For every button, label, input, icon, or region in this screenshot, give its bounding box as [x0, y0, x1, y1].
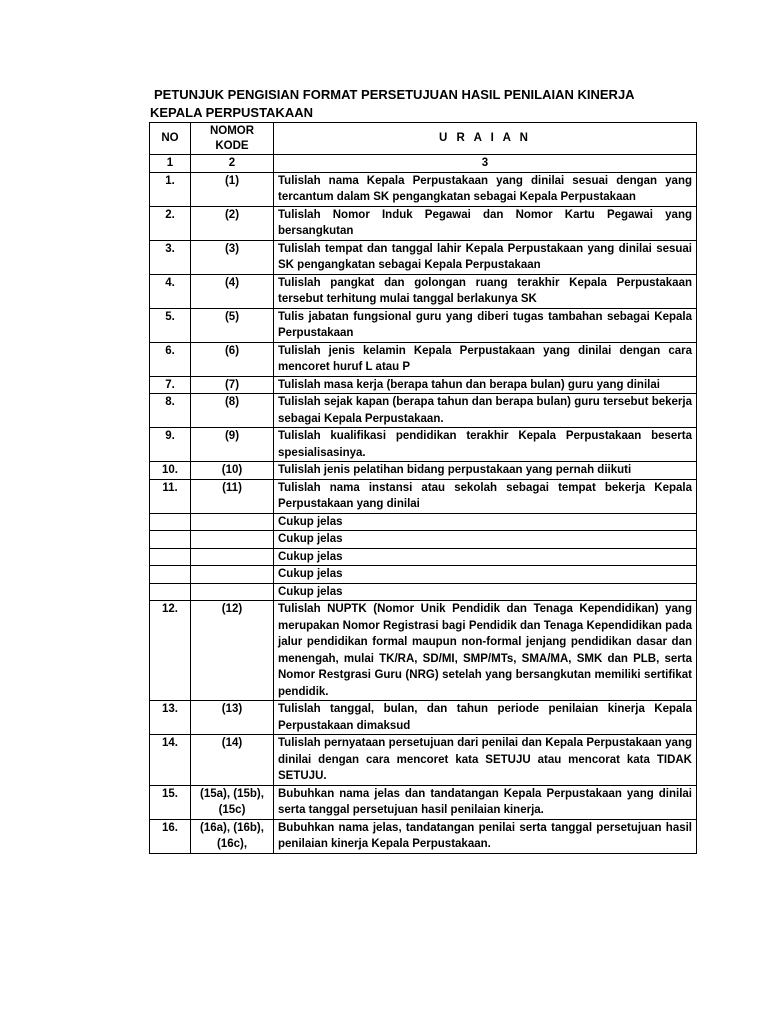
row-kode: (2) [191, 206, 274, 240]
row-no [150, 583, 191, 601]
row-no: 7. [150, 376, 191, 394]
table-row [150, 172, 697, 206]
row-kode: (6) [191, 342, 274, 376]
table-row [150, 531, 697, 549]
row-no [150, 513, 191, 531]
page-title [150, 86, 710, 122]
row-kode: (16a), (16b), (16c), [191, 819, 274, 853]
row-uraian: Bubuhkan nama jelas dan tandatangan Kepala Perpustakaan yang dinilai serta tanggal persetujuan hasil penilaian kinerja. [274, 785, 697, 819]
title-line-2: KEPALA PERPUSTAKAAN [150, 105, 313, 120]
row-no [150, 548, 191, 566]
header-uraian: U R A I A N [274, 123, 697, 155]
row-kode: (9) [191, 428, 274, 462]
table-row [150, 462, 697, 480]
row-kode [191, 531, 274, 549]
table-row [150, 342, 697, 376]
row-kode: (8) [191, 394, 274, 428]
table-row [150, 819, 697, 853]
row-kode: (1) [191, 172, 274, 206]
row-no: 3. [150, 240, 191, 274]
table-row [150, 206, 697, 240]
row-uraian: Cukup jelas [274, 548, 697, 566]
table-row [150, 785, 697, 819]
row-uraian: Tulislah jenis pelatihan bidang perpustakaan yang pernah diikuti [274, 462, 697, 480]
row-no: 9. [150, 428, 191, 462]
column-number-row [150, 155, 697, 173]
row-uraian: Cukup jelas [274, 513, 697, 531]
table-row [150, 601, 697, 701]
row-kode: (13) [191, 701, 274, 735]
table-row [150, 479, 697, 513]
row-no: 6. [150, 342, 191, 376]
row-no: 11. [150, 479, 191, 513]
row-no: 10. [150, 462, 191, 480]
row-no: 13. [150, 701, 191, 735]
row-uraian: Tulislah jenis kelamin Kepala Perpustakaan yang dinilai dengan cara mencoret huruf L atau P [274, 342, 697, 376]
row-no [150, 566, 191, 584]
row-kode: (12) [191, 601, 274, 701]
row-uraian: Cukup jelas [274, 566, 697, 584]
row-kode: (4) [191, 274, 274, 308]
table-row [150, 394, 697, 428]
table-row [150, 583, 697, 601]
row-uraian: Tulislah tanggal, bulan, dan tahun periode penilaian kinerja Kepala Perpustakaan dimaksud [274, 701, 697, 735]
table-row [150, 240, 697, 274]
row-no: 1. [150, 172, 191, 206]
table-row [150, 566, 697, 584]
row-uraian: Tulislah sejak kapan (berapa tahun dan berapa bulan) guru tersebut bekerja sebagai Kepala Perpustakaan. [274, 394, 697, 428]
row-uraian: Tulislah nama instansi atau sekolah sebagai tempat bekerja Kepala Perpustakaan yang dinilai [274, 479, 697, 513]
table-row [150, 513, 697, 531]
column-number: 2 [191, 155, 274, 173]
row-uraian: Tulislah NUPTK (Nomor Unik Pendidik dan Tenaga Kependidikan) yang merupakan Nomor Registrasi bagi Pendidik dan Tenaga Kependidikan pada jalur pendidikan formal maupun non-formal jenjang pendidikan dasar dan menengah, mulai TK/RA, SD/MI, SMP/MTs, SMA/MA, SMK dan PLB, serta Nomor Restgrasi Guru (NRG) setelah yang bersangkutan memiliki sertifikat pendidik. [274, 601, 697, 701]
row-kode [191, 566, 274, 584]
row-uraian: Tulislah pernyataan persetujuan dari penilai dan Kepala Perpustakaan yang dinilai dengan cara mencoret kata SETUJU atau mencorat kata TIDAK SETUJU. [274, 735, 697, 786]
table-row [150, 376, 697, 394]
row-no: 5. [150, 308, 191, 342]
row-kode: (7) [191, 376, 274, 394]
row-no: 4. [150, 274, 191, 308]
row-uraian: Cukup jelas [274, 531, 697, 549]
row-kode: (5) [191, 308, 274, 342]
header-no: NO [150, 123, 191, 155]
row-no: 12. [150, 601, 191, 701]
row-no: 15. [150, 785, 191, 819]
title-line-1: PETUNJUK PENGISIAN FORMAT PERSETUJUAN HASIL PENILAIAN KINERJA [154, 87, 635, 102]
row-uraian: Tulislah kualifikasi pendidikan terakhir Kepala Perpustakaan beserta spesialisasinya. [274, 428, 697, 462]
row-uraian: Tulislah pangkat dan golongan ruang terakhir Kepala Perpustakaan tersebut terhitung mulai tanggal berlakunya SK [274, 274, 697, 308]
row-uraian: Tulislah masa kerja (berapa tahun dan berapa bulan) guru yang dinilai [274, 376, 697, 394]
row-no: 8. [150, 394, 191, 428]
table-row [150, 548, 697, 566]
row-uraian: Tulislah tempat dan tanggal lahir Kepala Perpustakaan yang dinilai sesuai SK pengangkatan sebagai Kepala Perpustakaan [274, 240, 697, 274]
row-kode [191, 548, 274, 566]
row-kode: (14) [191, 735, 274, 786]
row-no: 16. [150, 819, 191, 853]
table-row [150, 274, 697, 308]
table-row [150, 701, 697, 735]
instruction-table [149, 122, 697, 854]
row-uraian: Bubuhkan nama jelas, tandatangan penilai serta tanggal persetujuan hasil penilaian kinerja Kepala Perpustakaan. [274, 819, 697, 853]
row-kode: (3) [191, 240, 274, 274]
row-kode: (15a), (15b), (15c) [191, 785, 274, 819]
column-number: 1 [150, 155, 191, 173]
header-nomor-kode: NOMOR KODE [191, 123, 274, 155]
row-no: 14. [150, 735, 191, 786]
table-row [150, 428, 697, 462]
row-kode: (10) [191, 462, 274, 480]
row-kode [191, 513, 274, 531]
row-uraian: Tulislah Nomor Induk Pegawai dan Nomor Kartu Pegawai yang bersangkutan [274, 206, 697, 240]
table-row [150, 308, 697, 342]
row-no: 2. [150, 206, 191, 240]
column-number: 3 [274, 155, 697, 173]
row-no [150, 531, 191, 549]
row-uraian: Tulislah nama Kepala Perpustakaan yang dinilai sesuai dengan yang tercantum dalam SK pengangkatan sebagai Kepala Perpustakaan [274, 172, 697, 206]
row-kode: (11) [191, 479, 274, 513]
row-uraian: Tulis jabatan fungsional guru yang diberi tugas tambahan sebagai Kepala Perpustakaan [274, 308, 697, 342]
table-row [150, 735, 697, 786]
table-header-row [150, 123, 697, 155]
row-kode [191, 583, 274, 601]
row-uraian: Cukup jelas [274, 583, 697, 601]
